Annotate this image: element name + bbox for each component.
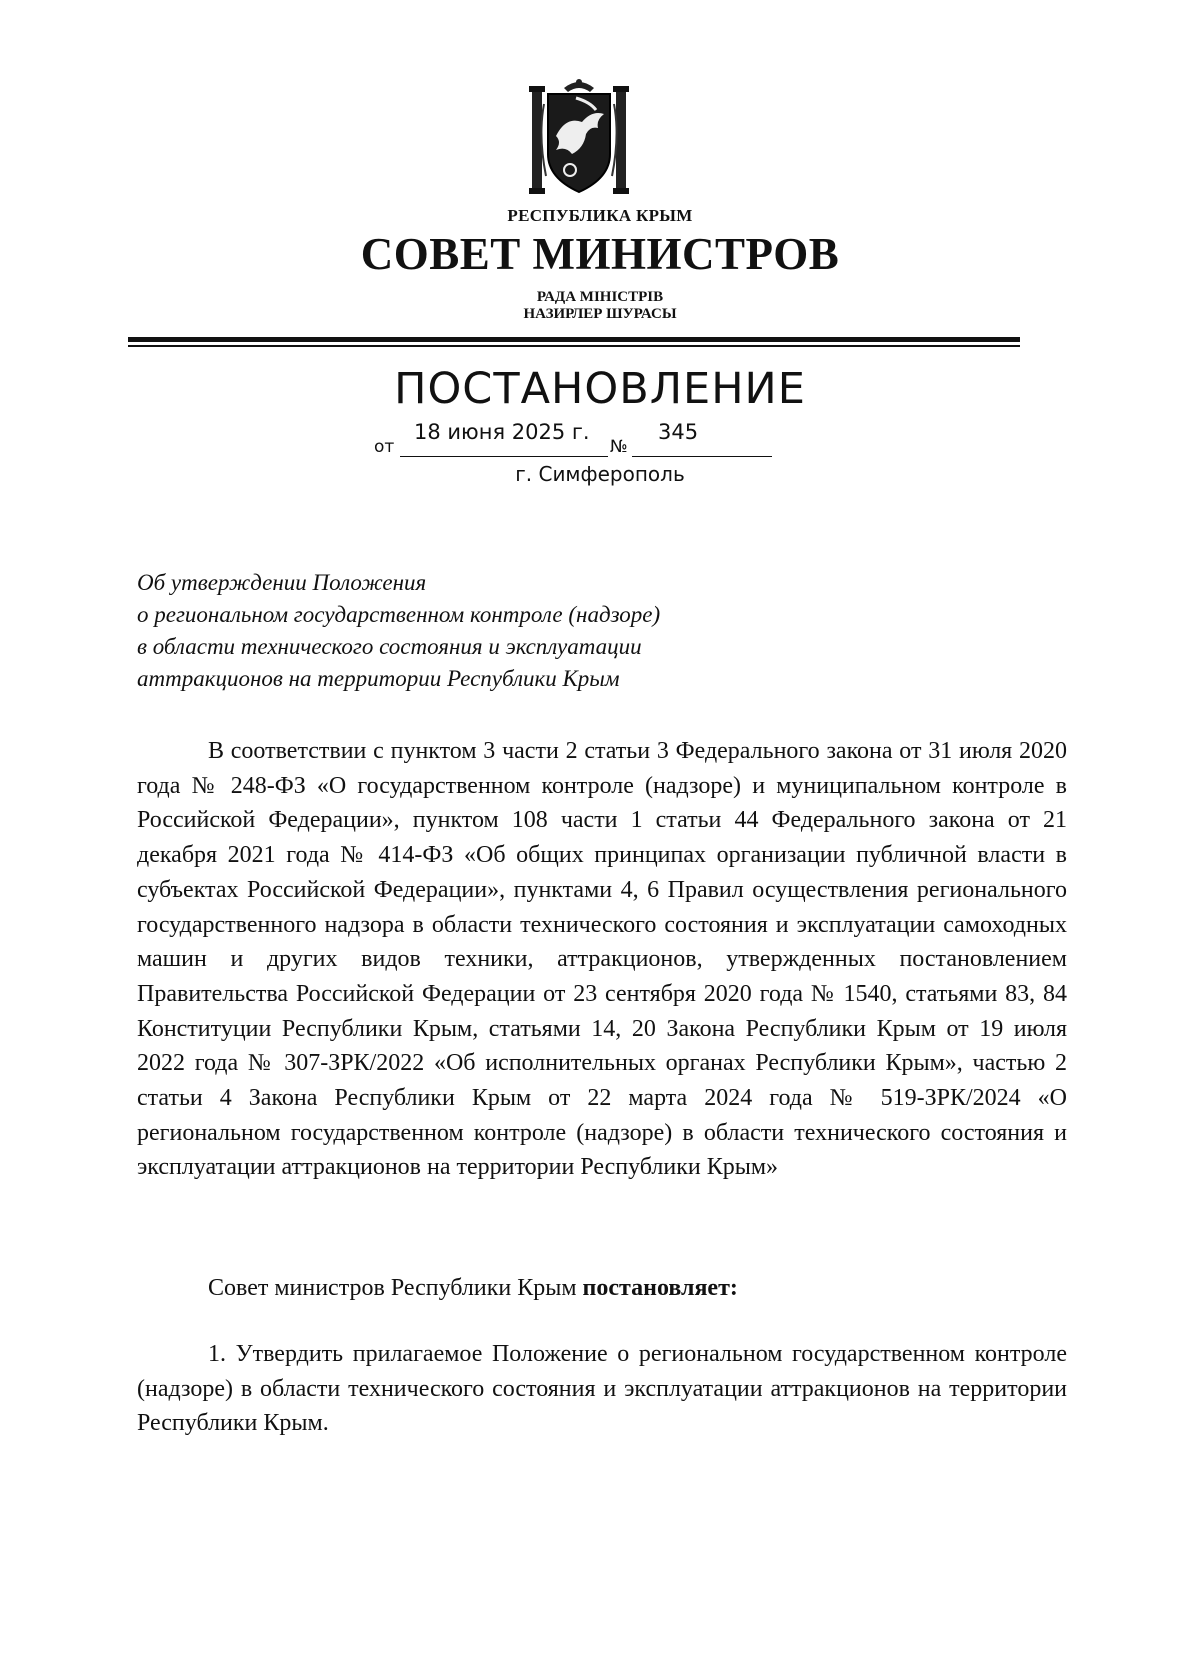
date-underline: [400, 456, 608, 457]
subject-line: о региональном государственном контроле (надзоре): [137, 602, 661, 627]
subject-line: в области технического состояния и эксплуатации: [137, 634, 642, 659]
resolution-text: Совет министров Республики Крым: [208, 1275, 583, 1301]
resolution-keyword: постановляет:: [582, 1275, 738, 1301]
decree-number: 345: [658, 420, 699, 444]
subject-line: Об утверждении Положения: [137, 570, 427, 595]
decree-date: 18 июня 2025 г.: [414, 420, 590, 444]
document-type-title: ПОСТАНОВЛЕНИЕ: [394, 364, 806, 414]
number-prefix: №: [610, 437, 628, 457]
council-name: СОВЕТ МИНИСТРОВ: [360, 229, 840, 279]
preamble-paragraph: В соответствии с пунктом 3 части 2 статьи 3 Федерального закона от 31 июля 2020 года № 248-ФЗ «О государственном контроле (надзоре) и муниципальном контроле в Российской Федерации», пунктом 108 части 1 статьи 44 Федерального закона от 21 декабря 2021 года № 414-ФЗ «Об общих принципах организации публичной власти в субъектах Российской Федерации», пунктами 4, 6 Правил осуществления регионального государственного надзора в области технического состояния и эксплуатации самоходных машин и других видов техники, аттракционов, утвержденных постановлением Правительства Российской Федерации от 23 сентября 2020 года № 1540, статьями 83, 84 Конституции Республики Крым, статьями 14, 20 Закона Республики Крым от 19 июля 2022 года № 307-ЗРК/2022 «Об исполнительных органах Республики Крым», частью 2 статьи 4 Закона Республики Крым от 22 марта 2024 года № 519-ЗРК/2024 «О региональном государственном контроле (надзоре) в области технического состояния и эксплуатации аттракционов на территории Республики Крым»: [137, 738, 1067, 1181]
number-underline: [632, 456, 772, 457]
item-1-paragraph: 1. Утвердить прилагаемое Положение о региональном государственном контроле (надзоре) в области технического состояния и эксплуатации аттракционов на территории Республики Крым.: [137, 1341, 1067, 1437]
council-name-ukrainian: РАДА МІНІСТРІВ: [536, 289, 664, 305]
coat-of-arms-emblem: [526, 76, 632, 198]
header-divider-thin: [128, 345, 1020, 347]
resolution-paragraph: [137, 1271, 1067, 1306]
header-divider-thick: [128, 337, 1020, 342]
date-prefix: от: [374, 437, 395, 457]
council-name-crimean-tatar: НАЗИРЛЕР ШУРАСЫ: [523, 306, 677, 322]
decree-subject: [137, 567, 897, 695]
decree-city: г. Симферополь: [515, 462, 685, 486]
subject-line: аттракционов на территории Республики Крым: [137, 666, 620, 691]
republic-name: РЕСПУБЛИКА КРЫМ: [507, 206, 693, 225]
